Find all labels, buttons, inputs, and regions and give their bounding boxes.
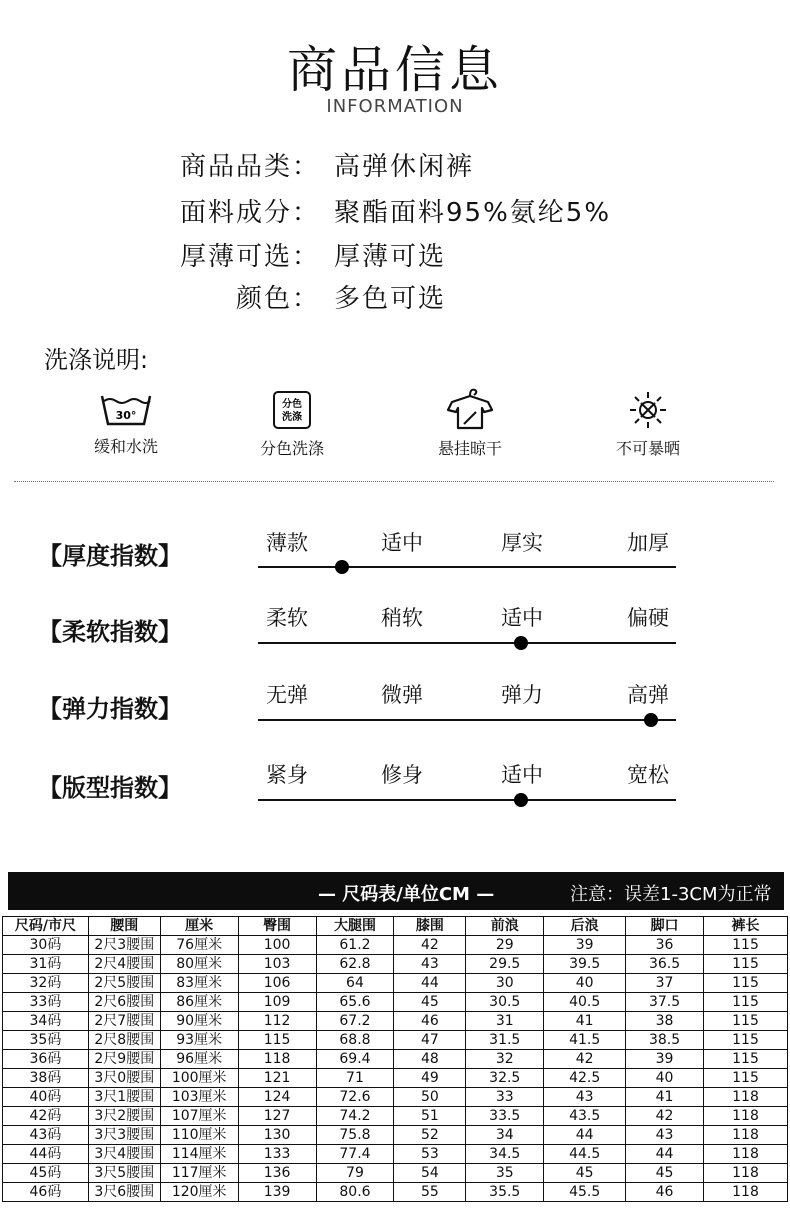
table-cell: 30 [466, 974, 544, 993]
table-cell: 75.8 [316, 1126, 394, 1145]
badge-bottom-text: 洗涤 [282, 412, 302, 423]
table-cell: 36 [626, 936, 704, 955]
table-cell: 44 [626, 1145, 704, 1164]
size-table [2, 916, 788, 1202]
hang-dry-icon [446, 386, 494, 430]
table-cell: 42 [626, 1107, 704, 1126]
table-cell: 37.5 [626, 993, 704, 1012]
table-cell: 115 [704, 1069, 788, 1088]
table-cell: 65.6 [316, 993, 394, 1012]
table-cell: 136 [238, 1164, 316, 1183]
table-cell: 115 [704, 974, 788, 993]
table-cell: 32.5 [466, 1069, 544, 1088]
table-cell: 44 [544, 1126, 626, 1145]
table-cell: 41.5 [544, 1031, 626, 1050]
table-cell: 118 [704, 1126, 788, 1145]
table-cell: 115 [704, 993, 788, 1012]
separate-wash-icon [272, 390, 312, 430]
scale-word: 修身 [381, 763, 423, 787]
table-cell: 80.6 [316, 1183, 394, 1202]
scale-word: 适中 [381, 531, 423, 555]
table-cell: 36.5 [626, 955, 704, 974]
table-cell: 45 [626, 1164, 704, 1183]
table-cell: 130 [238, 1126, 316, 1145]
table-cell: 30.5 [466, 993, 544, 1012]
table-cell: 124 [238, 1088, 316, 1107]
scale-word: 柔软 [266, 606, 308, 630]
table-row [3, 1183, 788, 1202]
table-cell: 2尺3腰围 [88, 936, 160, 955]
table-cell: 41 [626, 1088, 704, 1107]
table-cell: 55 [394, 1183, 466, 1202]
size-table-title: — 尺码表/单位CM — [318, 884, 495, 905]
scale-line [258, 719, 676, 721]
table-cell: 83厘米 [160, 974, 238, 993]
table-cell: 96厘米 [160, 1050, 238, 1069]
wash-label: 不可暴晒 [615, 439, 680, 458]
table-cell: 43 [544, 1088, 626, 1107]
table-cell: 68.8 [316, 1031, 394, 1050]
table-cell: 61.2 [316, 936, 394, 955]
info-value: 厚薄可选 [334, 242, 447, 272]
table-cell: 115 [704, 1050, 788, 1069]
index-label: 【版型指数】 [38, 774, 182, 802]
table-cell: 45 [394, 993, 466, 1012]
table-cell: 37 [626, 974, 704, 993]
scale-word: 紧身 [266, 763, 308, 787]
table-cell: 115 [704, 1012, 788, 1031]
table-cell: 118 [704, 1107, 788, 1126]
table-cell: 48 [394, 1050, 466, 1069]
table-cell: 115 [704, 955, 788, 974]
table-cell: 46码 [3, 1183, 89, 1202]
table-cell: 36码 [3, 1050, 89, 1069]
info-value: 高弹休闲裤 [334, 152, 475, 182]
table-cell: 41 [544, 1012, 626, 1031]
page-title: 商品信息 [287, 41, 503, 99]
table-cell: 2尺8腰围 [88, 1031, 160, 1050]
table-cell: 3尺4腰围 [88, 1145, 160, 1164]
table-cell: 115 [704, 1031, 788, 1050]
table-cell: 118 [704, 1164, 788, 1183]
table-cell: 50 [394, 1088, 466, 1107]
hand-wash-30-icon [98, 392, 154, 428]
scale-word: 弹力 [501, 683, 543, 707]
table-row [3, 1069, 788, 1088]
table-cell: 79 [316, 1164, 394, 1183]
size-table-column-header: 脚口 [626, 917, 704, 936]
table-cell: 32码 [3, 974, 89, 993]
wash-label: 缓和水洗 [93, 437, 158, 456]
scale-word: 微弹 [381, 683, 423, 707]
scale-marker [644, 713, 658, 727]
table-cell: 76厘米 [160, 936, 238, 955]
table-cell: 3尺6腰围 [88, 1183, 160, 1202]
table-cell: 3尺5腰围 [88, 1164, 160, 1183]
table-cell: 93厘米 [160, 1031, 238, 1050]
info-row-fabric [0, 192, 790, 228]
size-table-column-header: 裤长 [704, 917, 788, 936]
table-cell: 34.5 [466, 1145, 544, 1164]
info-value: 聚酯面料95%氨纶5% [334, 198, 612, 228]
table-cell: 35.5 [466, 1183, 544, 1202]
table-cell: 3尺3腰围 [88, 1126, 160, 1145]
wash-temperature: 30° [115, 409, 137, 422]
table-cell: 127 [238, 1107, 316, 1126]
table-cell: 33 [466, 1088, 544, 1107]
table-cell: 2尺4腰围 [88, 955, 160, 974]
table-cell: 115 [704, 936, 788, 955]
table-cell: 62.8 [316, 955, 394, 974]
table-cell: 35码 [3, 1031, 89, 1050]
table-row [3, 955, 788, 974]
scale-word: 适中 [501, 763, 543, 787]
table-cell: 39.5 [544, 955, 626, 974]
table-cell: 110厘米 [160, 1126, 238, 1145]
table-cell: 54 [394, 1164, 466, 1183]
table-row [3, 974, 788, 993]
scale-word: 加厚 [627, 531, 669, 555]
table-cell: 109 [238, 993, 316, 1012]
table-cell: 46 [394, 1012, 466, 1031]
scale-word: 无弹 [266, 683, 308, 707]
wash-item-gentle [56, 392, 196, 457]
size-table-column-header: 膝围 [394, 917, 466, 936]
size-table-note: 注意：误差1-3CM为正常 [570, 884, 772, 905]
wash-label: 悬挂晾干 [437, 439, 502, 458]
table-cell: 100 [238, 936, 316, 955]
table-cell: 112 [238, 1012, 316, 1031]
table-cell: 90厘米 [160, 1012, 238, 1031]
table-cell: 118 [704, 1088, 788, 1107]
table-cell: 40 [544, 974, 626, 993]
table-cell: 45 [544, 1164, 626, 1183]
table-cell: 133 [238, 1145, 316, 1164]
no-sun-icon [628, 390, 668, 430]
table-cell: 31.5 [466, 1031, 544, 1050]
table-cell: 2尺7腰围 [88, 1012, 160, 1031]
table-cell: 64 [316, 974, 394, 993]
table-cell: 52 [394, 1126, 466, 1145]
wash-item-hang-dry [400, 386, 540, 459]
table-cell: 29 [466, 936, 544, 955]
table-cell: 69.4 [316, 1050, 394, 1069]
table-row [3, 993, 788, 1012]
table-cell: 117厘米 [160, 1164, 238, 1183]
table-cell: 31 [466, 1012, 544, 1031]
table-cell: 43 [394, 955, 466, 974]
table-row [3, 1126, 788, 1145]
table-cell: 44.5 [544, 1145, 626, 1164]
scale-word: 薄款 [266, 531, 308, 555]
section-divider [14, 481, 774, 482]
size-table-column-header: 大腿围 [316, 917, 394, 936]
scale-word: 稍软 [381, 606, 423, 630]
table-cell: 46 [626, 1183, 704, 1202]
index-label: 【弹力指数】 [38, 695, 182, 723]
table-row [3, 1050, 788, 1069]
size-table-header [8, 872, 784, 910]
table-row [3, 1088, 788, 1107]
scale-line [258, 642, 676, 644]
table-cell: 3尺0腰围 [88, 1069, 160, 1088]
table-cell: 118 [704, 1145, 788, 1164]
table-cell: 80厘米 [160, 955, 238, 974]
table-cell: 43 [626, 1126, 704, 1145]
table-cell: 45码 [3, 1164, 89, 1183]
table-row [3, 1012, 788, 1031]
table-cell: 38.5 [626, 1031, 704, 1050]
wash-title: 洗涤说明: [44, 346, 149, 374]
table-cell: 72.6 [316, 1088, 394, 1107]
scale-word: 高弹 [627, 683, 669, 707]
scale-word: 厚实 [501, 531, 543, 555]
table-cell: 44 [394, 974, 466, 993]
table-cell: 38 [626, 1012, 704, 1031]
scale-word: 适中 [501, 606, 543, 630]
table-cell: 71 [316, 1069, 394, 1088]
info-label: 商品品类： [179, 152, 320, 182]
index-label: 【厚度指数】 [38, 542, 182, 570]
table-cell: 40.5 [544, 993, 626, 1012]
scale-marker [335, 560, 349, 574]
size-table-column-header: 前浪 [466, 917, 544, 936]
table-cell: 44码 [3, 1145, 89, 1164]
size-table-column-header: 腰围 [88, 917, 160, 936]
index-label: 【柔软指数】 [38, 618, 182, 646]
table-cell: 115 [238, 1031, 316, 1050]
size-table-column-header: 后浪 [544, 917, 626, 936]
table-row [3, 1145, 788, 1164]
table-cell: 30码 [3, 936, 89, 955]
table-cell: 49 [394, 1069, 466, 1088]
table-cell: 139 [238, 1183, 316, 1202]
table-cell: 38码 [3, 1069, 89, 1088]
table-cell: 42码 [3, 1107, 89, 1126]
info-row-color [0, 278, 790, 314]
table-cell: 43.5 [544, 1107, 626, 1126]
table-cell: 35 [466, 1164, 544, 1183]
table-cell: 103 [238, 955, 316, 974]
scale-marker [514, 793, 528, 807]
scale-word: 偏硬 [627, 606, 669, 630]
table-row [3, 1164, 788, 1183]
table-cell: 43码 [3, 1126, 89, 1145]
size-table-column-header: 臀围 [238, 917, 316, 936]
table-cell: 53 [394, 1145, 466, 1164]
table-cell: 114厘米 [160, 1145, 238, 1164]
size-table-column-header: 厘米 [160, 917, 238, 936]
size-table-header-row [3, 917, 788, 936]
size-table-column-header: 尺码/市尺 [3, 917, 89, 936]
scale-marker [514, 636, 528, 650]
table-cell: 100厘米 [160, 1069, 238, 1088]
wash-label: 分色洗涤 [259, 439, 324, 458]
table-cell: 40码 [3, 1088, 89, 1107]
table-cell: 47 [394, 1031, 466, 1050]
table-cell: 42 [394, 936, 466, 955]
table-cell: 31码 [3, 955, 89, 974]
table-cell: 29.5 [466, 955, 544, 974]
size-table-body [3, 936, 788, 1202]
table-cell: 45.5 [544, 1183, 626, 1202]
table-cell: 2尺5腰围 [88, 974, 160, 993]
scale-line [258, 799, 676, 801]
table-cell: 67.2 [316, 1012, 394, 1031]
table-cell: 42.5 [544, 1069, 626, 1088]
table-cell: 42 [544, 1050, 626, 1069]
table-cell: 2尺6腰围 [88, 993, 160, 1012]
table-cell: 121 [238, 1069, 316, 1088]
table-cell: 118 [704, 1183, 788, 1202]
wash-item-no-sun [578, 390, 718, 459]
table-cell: 77.4 [316, 1145, 394, 1164]
info-value: 多色可选 [334, 284, 447, 314]
table-row [3, 936, 788, 955]
scale-word: 宽松 [627, 763, 669, 787]
table-cell: 74.2 [316, 1107, 394, 1126]
table-cell: 39 [626, 1050, 704, 1069]
scale-line [258, 566, 676, 568]
table-cell: 32 [466, 1050, 544, 1069]
table-cell: 2尺9腰围 [88, 1050, 160, 1069]
table-row [3, 1031, 788, 1050]
table-cell: 40 [626, 1069, 704, 1088]
table-cell: 86厘米 [160, 993, 238, 1012]
table-cell: 118 [238, 1050, 316, 1069]
table-cell: 107厘米 [160, 1107, 238, 1126]
table-cell: 3尺2腰围 [88, 1107, 160, 1126]
table-cell: 51 [394, 1107, 466, 1126]
badge-top-text: 分色 [282, 399, 302, 410]
info-row-category [0, 146, 790, 182]
table-cell: 33.5 [466, 1107, 544, 1126]
table-cell: 34码 [3, 1012, 89, 1031]
info-label: 面料成分： [179, 198, 320, 228]
table-cell: 120厘米 [160, 1183, 238, 1202]
table-cell: 3尺1腰围 [88, 1088, 160, 1107]
table-cell: 34 [466, 1126, 544, 1145]
table-cell: 106 [238, 974, 316, 993]
table-cell: 103厘米 [160, 1088, 238, 1107]
info-label: 厚薄可选： [179, 242, 320, 272]
table-cell: 39 [544, 936, 626, 955]
table-cell: 33码 [3, 993, 89, 1012]
wash-item-separate [222, 390, 362, 459]
info-row-thickness [0, 236, 790, 272]
page-subtitle: INFORMATION [326, 96, 464, 117]
table-row [3, 1107, 788, 1126]
info-label: 颜色： [235, 284, 320, 314]
